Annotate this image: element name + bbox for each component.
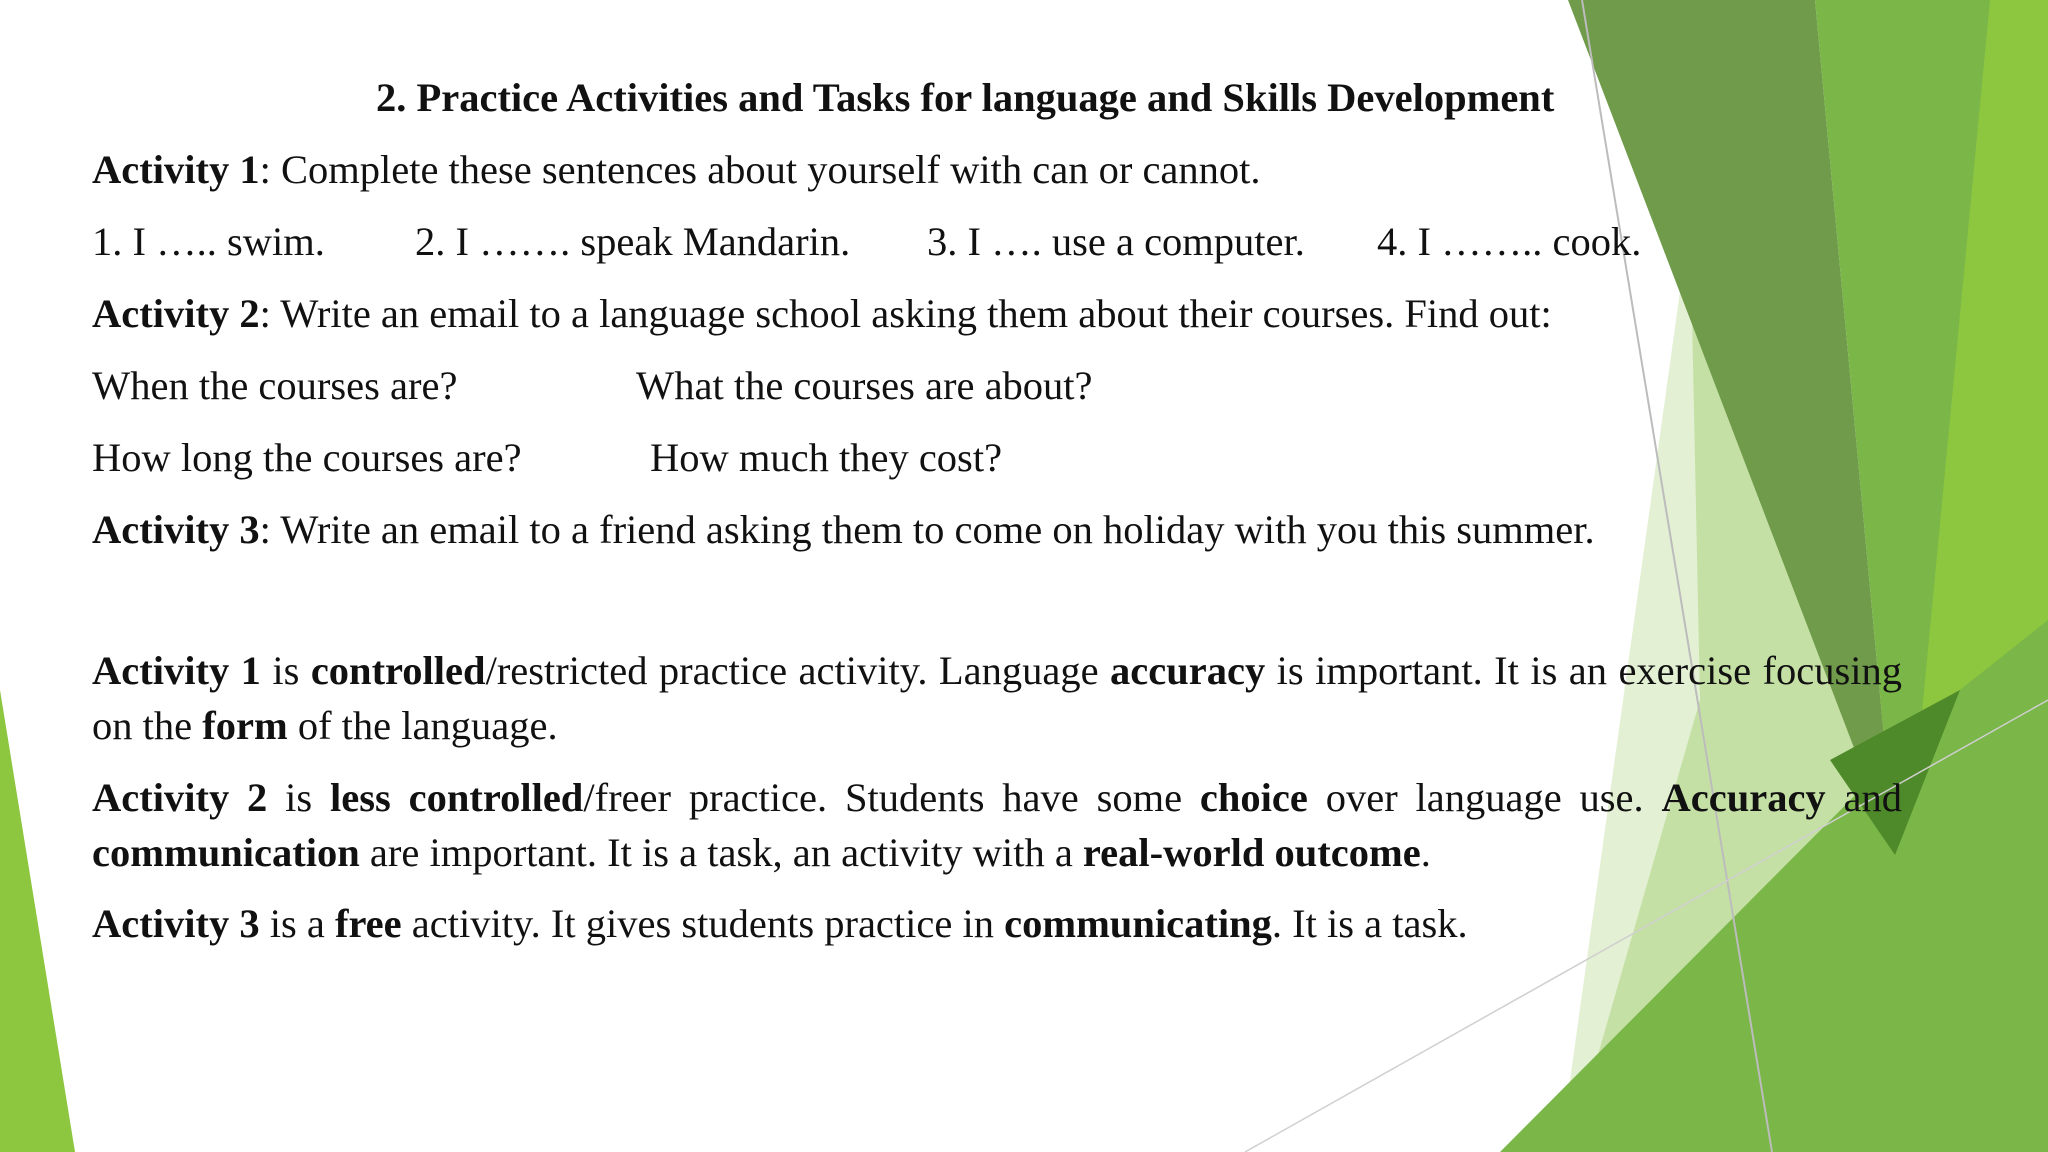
e1-text-4: of the language. <box>287 703 558 748</box>
activity2-question-3: How long the courses are? <box>92 435 522 480</box>
explanation-activity2 <box>92 770 1902 880</box>
activity1-item-3: 3. I …. use a computer. <box>927 219 1305 264</box>
activity1-item-2: 2. I ……. speak Mandarin. <box>415 219 851 264</box>
e2-accuracy: Accuracy <box>1661 775 1826 820</box>
e3-communicating: communicating <box>1004 901 1272 946</box>
explanation-activity1 <box>92 643 1902 753</box>
e3-free: free <box>334 901 402 946</box>
activity2-question-1: When the courses are? <box>92 363 458 408</box>
explanation-activity3 <box>92 896 1902 951</box>
activity3-line <box>92 507 1595 552</box>
e3-text-3: . It is a task. <box>1271 901 1468 946</box>
e1-text-1: is <box>260 648 311 693</box>
activity1-items <box>92 219 325 264</box>
activity3-label: Activity 3 <box>92 507 260 552</box>
e1-controlled: controlled <box>310 648 486 693</box>
activity1-text: : Complete these sentences about yourself with can or cannot. <box>259 147 1261 192</box>
activity1-item-1: 1. I ….. swim. <box>92 219 325 264</box>
e1-form: form <box>202 703 288 748</box>
page-title: 2. Practice Activities and Tasks for language and Skills Development <box>376 75 1555 120</box>
e2-text-6: . <box>1420 830 1431 875</box>
e2-real-world-outcome: real-world outcome <box>1082 830 1421 875</box>
activity1-line <box>92 147 1261 192</box>
e2-text-5: are important. It is a task, an activity with a <box>359 830 1083 875</box>
activity2-line <box>92 291 1552 336</box>
e3-text-2: activity. It gives students practice in <box>401 901 1005 946</box>
activity2-label: Activity 2 <box>92 291 260 336</box>
e2-text-2: /freer practice. Students have some <box>583 775 1200 820</box>
e2-text-1: is <box>267 775 330 820</box>
activity2-question-2: What the courses are about? <box>636 363 1093 408</box>
e3-text-1: is a <box>259 901 335 946</box>
e3-activity-label: Activity 3 <box>92 901 260 946</box>
e1-accuracy: accuracy <box>1110 648 1266 693</box>
e1-activity-label: Activity 1 <box>92 648 261 693</box>
activity1-label: Activity 1 <box>92 147 260 192</box>
e1-text-3: is important. It is an exercise focusing on the <box>92 648 1903 748</box>
activity3-text: : Write an email to a friend asking them to come on holiday with you this summer. <box>259 507 1595 552</box>
activity2-text: : Write an email to a language school asking them about their courses. Find out: <box>259 291 1552 336</box>
e2-activity-label: Activity 2 <box>92 775 268 820</box>
activity1-item-4: 4. I …….. cook. <box>1377 219 1642 264</box>
e2-less-controlled: less controlled <box>330 775 584 820</box>
activity2-question-4: How much they cost? <box>650 435 1003 480</box>
e1-text-2: /restricted practice activity. Language <box>485 648 1111 693</box>
e2-text-4: and <box>1825 775 1903 820</box>
deco-left-triangle <box>0 690 75 1152</box>
e2-choice: choice <box>1199 775 1308 820</box>
e2-communication: communication <box>92 830 360 875</box>
e2-text-3: over language use. <box>1307 775 1662 820</box>
